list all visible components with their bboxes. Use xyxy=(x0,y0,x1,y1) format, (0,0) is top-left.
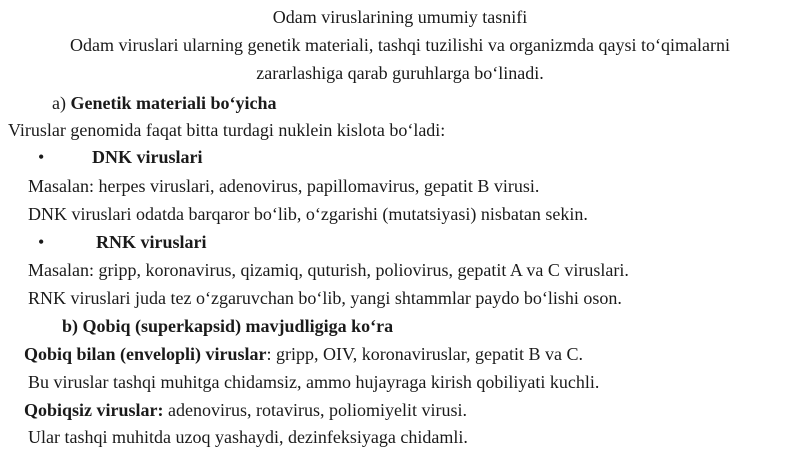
rna-viruses-note: RNK viruslari juda tez o‘zgaruvchan bo‘lib, yangi shtammlar paydo bo‘lishi oson. xyxy=(28,288,622,308)
rna-viruses-heading: RNK viruslari xyxy=(96,232,207,252)
section-a-lead: Viruslar genomida faqat bitta turdagi nuklein kislota bo‘ladi: xyxy=(8,120,446,140)
non-enveloped-viruses-label: Qobiqsiz viruslar: xyxy=(24,400,164,420)
dna-viruses-note: DNK viruslari odatda barqaror bo‘lib, o‘zgarishi (mutatsiyasi) nisbatan sekin. xyxy=(28,204,588,224)
enveloped-viruses-list: : gripp, OIV, koronaviruslar, gepatit B va C. xyxy=(266,344,583,364)
dna-viruses-heading: DNK viruslari xyxy=(92,147,203,167)
enveloped-viruses-line xyxy=(24,343,583,365)
section-a-prefix: a) xyxy=(52,93,66,113)
bullet-icon: • xyxy=(38,147,45,167)
section-a-title: Genetik materiali bo‘yicha xyxy=(70,93,277,113)
dna-viruses-examples: Masalan: herpes viruslari, adenovirus, papillomavirus, gepatit B virusi. xyxy=(28,176,540,196)
document-title: Odam viruslarining umumiy tasnifi xyxy=(272,7,528,27)
intro-line-2: zararlashiga qarab guruhlarga bo‘linadi. xyxy=(256,63,544,83)
non-enveloped-viruses-note: Ular tashqi muhitda uzoq yashaydi, dezinfeksiyaga chidamli. xyxy=(28,427,468,447)
non-enveloped-viruses-line xyxy=(24,399,467,421)
intro-line-1: Odam viruslari ularning genetik materiali, tashqi tuzilishi va organizmda qaysi to‘qimalarni xyxy=(70,35,730,55)
enveloped-viruses-note: Bu viruslar tashqi muhitga chidamsiz, ammo hujayraga kirish qobiliyati kuchli. xyxy=(28,372,600,392)
rna-viruses-examples: Masalan: gripp, koronavirus, qizamiq, quturish, poliovirus, gepatit A va C viruslari. xyxy=(28,260,629,280)
enveloped-viruses-label: Qobiq bilan (envelopli) viruslar xyxy=(24,344,267,364)
bullet-icon: • xyxy=(38,232,45,252)
section-a-heading xyxy=(52,92,276,114)
section-b-heading: b) Qobiq (superkapsid) mavjudligiga ko‘ra xyxy=(62,316,394,336)
non-enveloped-viruses-list: adenovirus, rotavirus, poliomiyelit virusi. xyxy=(163,400,467,420)
